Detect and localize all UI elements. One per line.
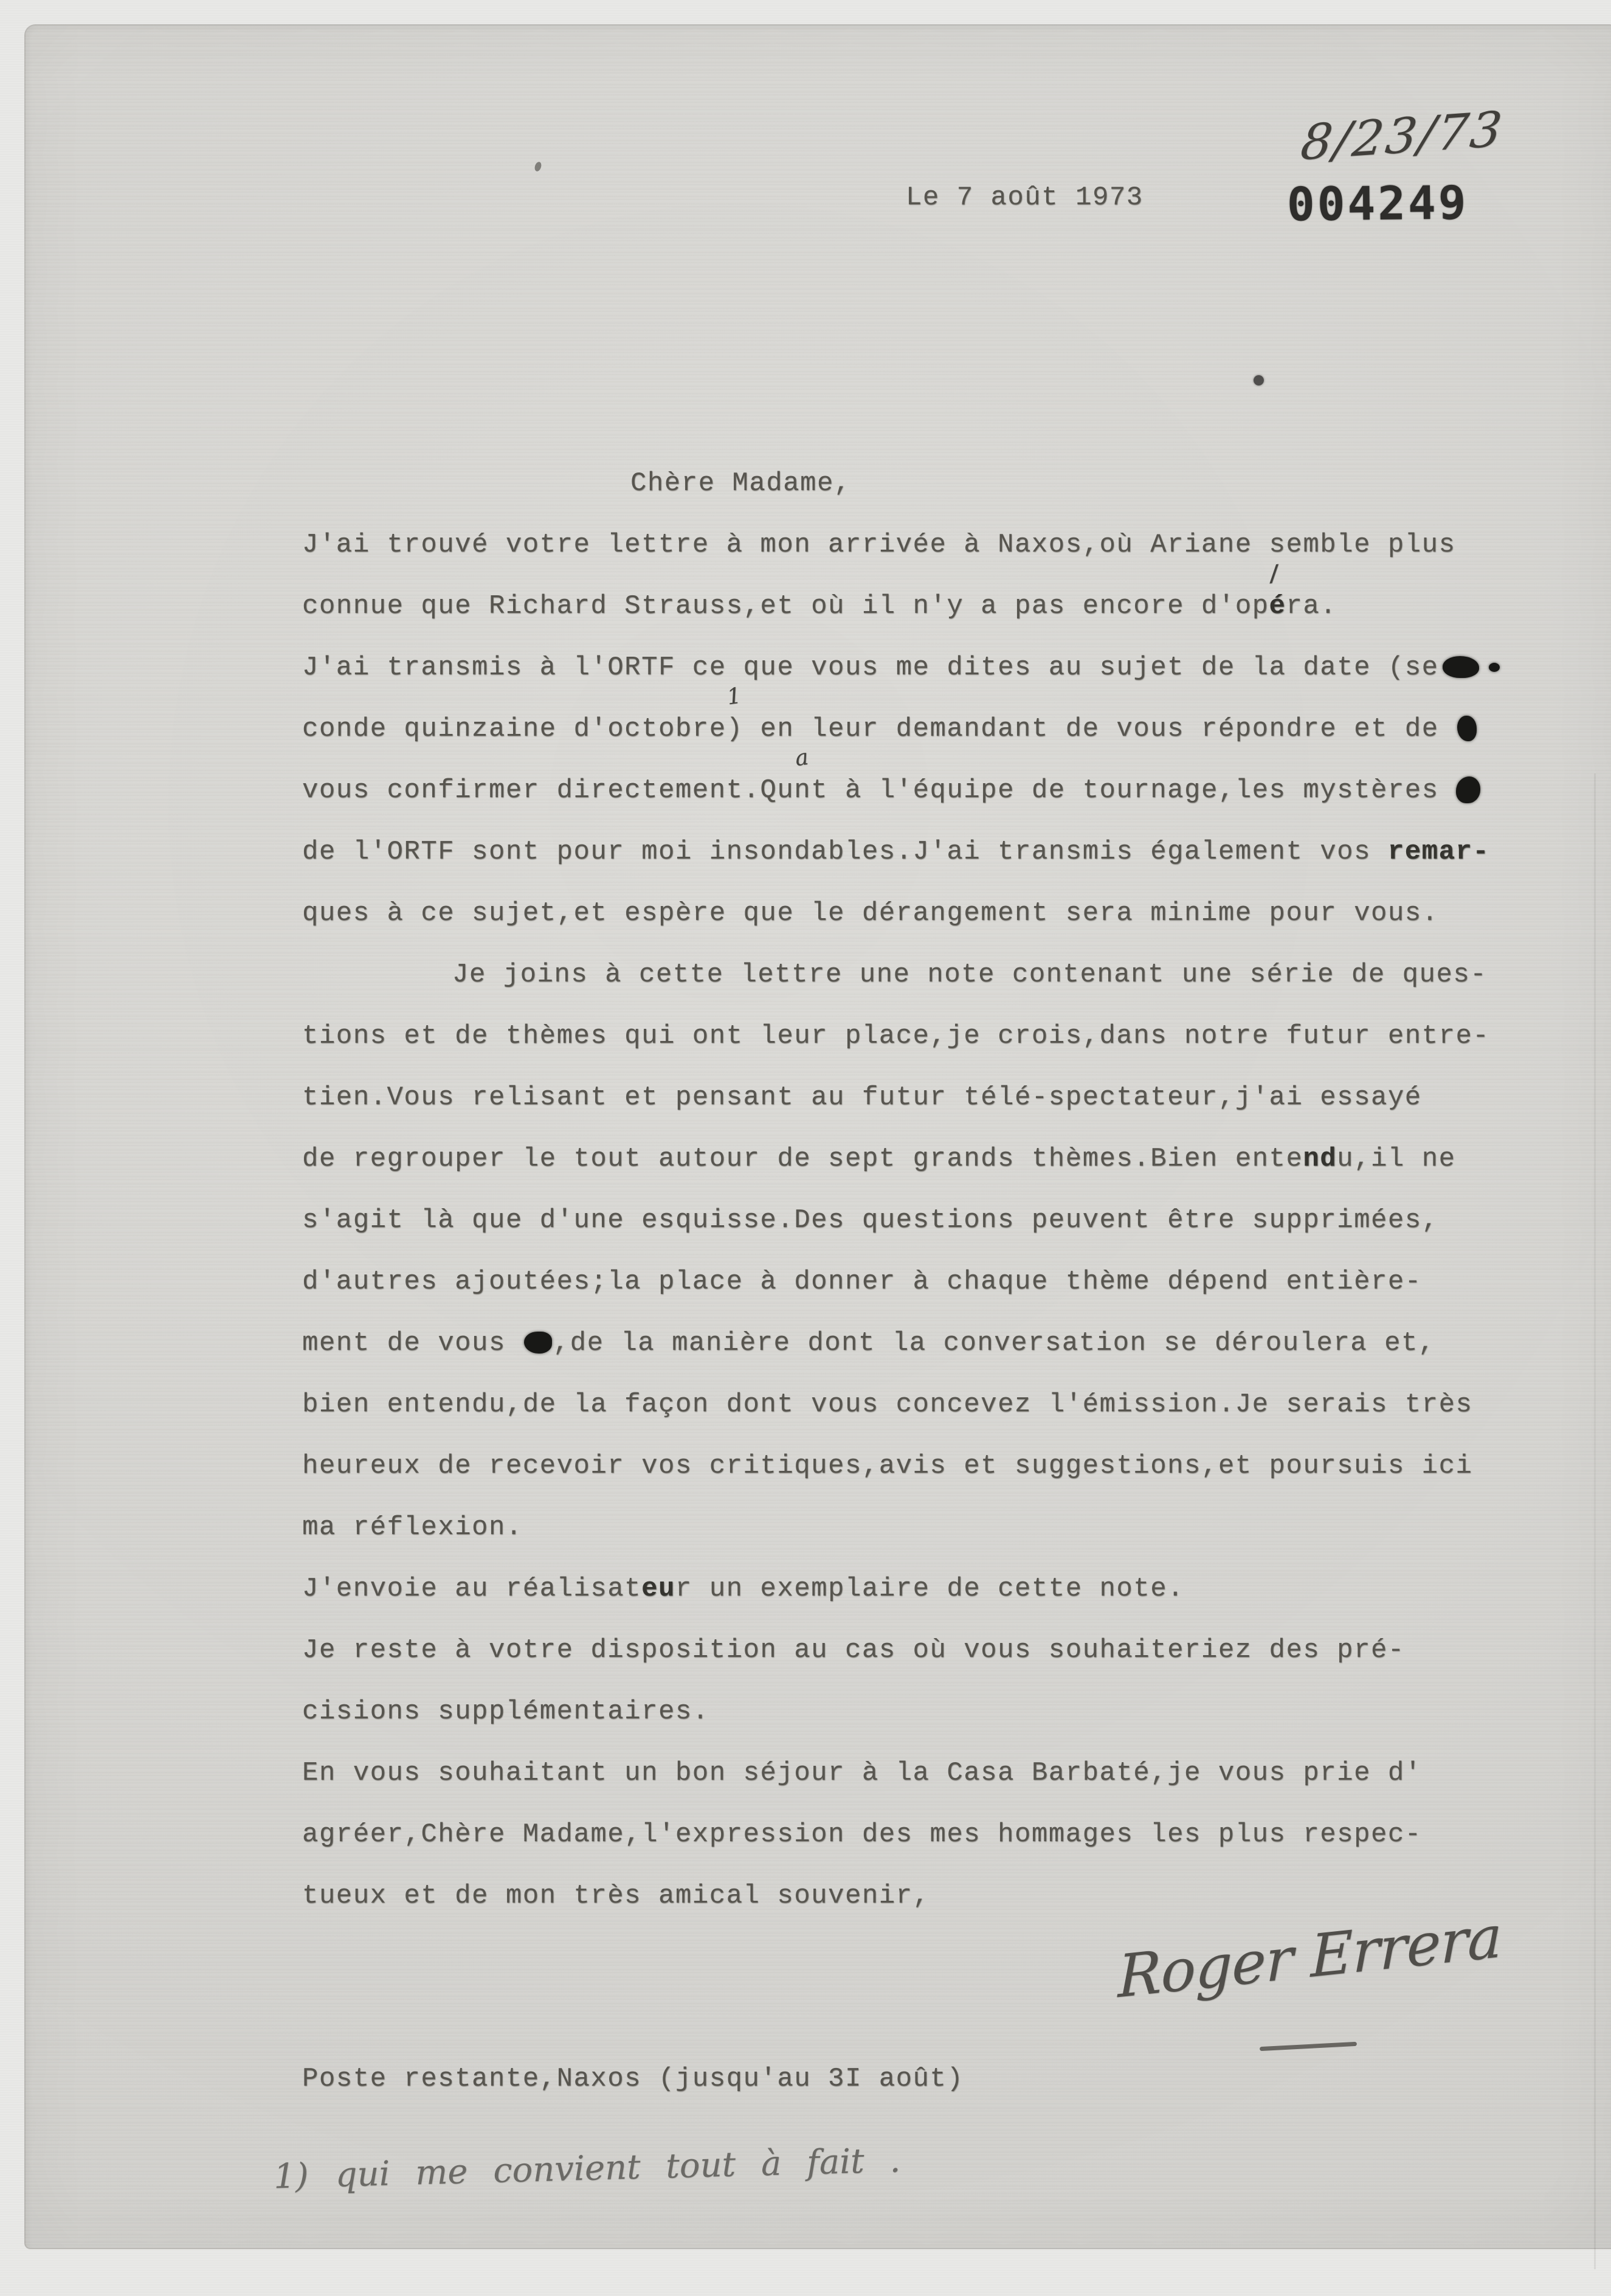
handwritten-correction: 1 xyxy=(725,682,744,710)
text-segment: Je joins à cette lettre une note contenant une série de ques- xyxy=(452,960,1488,990)
body-line xyxy=(302,1129,1603,1190)
text-segment: s'agit là que d'une esquisse.Des questions peuvent être supprimées, xyxy=(302,1205,1439,1236)
body-line xyxy=(302,1436,1603,1497)
ink-blob xyxy=(1443,656,1479,678)
text-segment: ment de vous xyxy=(302,1328,523,1358)
ink-speck xyxy=(1254,375,1264,386)
body-line xyxy=(302,1067,1603,1129)
body-line xyxy=(302,1681,1603,1743)
body-line xyxy=(302,514,1603,576)
text-segment: d'autres ajoutées;la place à donner à chaque thème dépend entière- xyxy=(302,1267,1422,1297)
stamp-number: 004249 xyxy=(1286,175,1469,232)
footnote xyxy=(273,2141,901,2197)
text-segment: eu xyxy=(641,1574,675,1604)
text-segment: agréer,Chère Madame,l'expression des mes hommages les plus respec- xyxy=(302,1819,1422,1850)
text-segment: En vous souhaitant un bon séjour à la Casa Barbaté,je vous prie d' xyxy=(302,1758,1422,1788)
footnote-text: qui me convient tout à fait . xyxy=(334,2140,901,2195)
body-line xyxy=(302,883,1603,944)
body-line xyxy=(302,559,1603,637)
text-segment: é / xyxy=(1268,559,1286,621)
handwritten-correction: a xyxy=(793,744,811,772)
ink-blob xyxy=(1456,776,1480,803)
text-segment: à l'équipe de tournage,les mystères xyxy=(828,775,1456,806)
text-segment: tions et de thèmes qui ont leur place,je crois,dans notre futur entre- xyxy=(302,1021,1490,1051)
body-line xyxy=(302,744,1603,821)
text-segment: J'ai trouvé votre lettre à mon arrivée à Naxos,où Ariane semble plus xyxy=(302,530,1456,560)
body-line xyxy=(302,1006,1603,1067)
text-segment: u,il ne xyxy=(1337,1144,1456,1174)
text-segment: ma réflexion. xyxy=(302,1512,523,1543)
text-segment: tueux et de mon très amical souvenir, xyxy=(302,1881,930,1911)
letter-body xyxy=(302,453,1603,1927)
text-segment: de regrouper le tout autour de sept grands thèmes.Bien ente xyxy=(302,1144,1303,1174)
text-segment: en leur demandant de vous répondre et de xyxy=(743,714,1456,744)
body-line xyxy=(302,1497,1603,1558)
text-segment: de l'ORTF sont pour moi insondables.J'ai transmis également vos xyxy=(302,837,1388,867)
signature: Roger Errera xyxy=(1117,1902,1502,2011)
body-lines xyxy=(302,514,1603,1927)
text-segment: vous confirmer directement.Qu xyxy=(302,775,795,806)
body-line xyxy=(302,1558,1603,1620)
text-segment: bien entendu,de la façon dont vous concevez l'émission.Je serais très xyxy=(302,1389,1473,1420)
text-segment: heureux de recevoir vos critiques,avis et suggestions,et poursuis ici xyxy=(302,1451,1473,1481)
paper-crease xyxy=(1594,773,1596,2269)
text-segment: cisions supplémentaires. xyxy=(302,1696,709,1727)
text-segment: ,de la manière dont la conversation se déroulera et, xyxy=(553,1328,1435,1358)
text-segment: ) 1 xyxy=(725,682,744,744)
body-line xyxy=(302,1313,1603,1374)
body-line xyxy=(302,1190,1603,1251)
handwritten-correction: / xyxy=(1268,559,1281,587)
ink-blob xyxy=(1489,663,1500,672)
body-line xyxy=(302,1804,1603,1866)
body-line xyxy=(302,682,1603,760)
salutation: Chère Madame, xyxy=(630,468,851,499)
text-segment: connue que Richard Strauss,et où il n'y a pas encore d'op xyxy=(302,591,1269,621)
footnote-marker: 1) xyxy=(273,2156,309,2197)
text-segment: nd xyxy=(1303,1144,1337,1174)
text-segment: r un exemplaire de cette note. xyxy=(675,1574,1185,1604)
text-segment: ques à ce sujet,et espère que le dérangement sera minime pour vous. xyxy=(302,898,1439,928)
body-line xyxy=(302,637,1603,699)
body-line xyxy=(302,821,1603,883)
ink-speck xyxy=(534,161,542,172)
address-line: Poste restante,Naxos (jusqu'au 3I août) xyxy=(302,2064,964,2094)
text-segment: ra. xyxy=(1286,591,1337,621)
body-line xyxy=(302,944,1603,1006)
text-segment: conde quinzaine d'octobre xyxy=(302,714,726,744)
ink-blob xyxy=(524,1332,552,1354)
paper xyxy=(24,24,1611,2249)
text-segment: tien.Vous relisant et pensant au futur télé-spectateur,j'ai essayé xyxy=(302,1082,1422,1113)
text-segment: remar- xyxy=(1387,837,1490,867)
handwritten-date: 8/23/73 xyxy=(1298,100,1506,171)
body-line xyxy=(302,1620,1603,1681)
body-line xyxy=(302,1743,1603,1804)
typed-date: Le 7 août 1973 xyxy=(906,182,1144,213)
body-line xyxy=(302,1251,1603,1313)
ink-blob xyxy=(1457,716,1477,741)
text-segment: J'ai transmis à l'ORTF ce que vous me dites au sujet de la date (se xyxy=(302,652,1439,683)
text-segment: Je reste à votre disposition au cas où vous souhaiteriez des pré- xyxy=(302,1635,1405,1665)
body-line xyxy=(302,1374,1603,1436)
signature-underline xyxy=(1260,2042,1357,2051)
text-segment: nt a xyxy=(793,744,829,806)
text-segment: J'envoie au réalisat xyxy=(302,1574,642,1604)
